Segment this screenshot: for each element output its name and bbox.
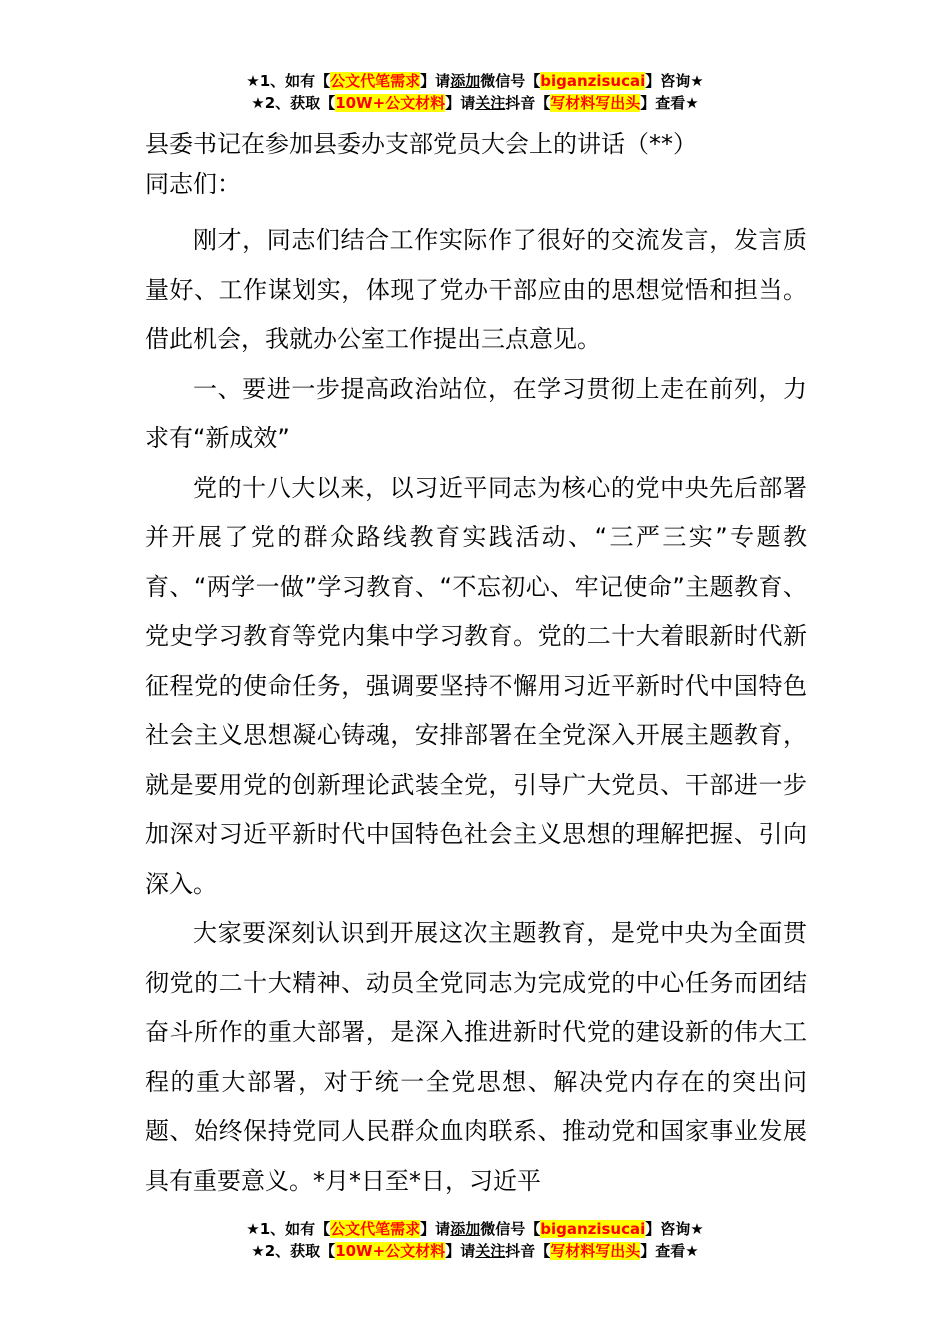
document-body bbox=[145, 124, 807, 1206]
promo-banner-top bbox=[0, 70, 950, 114]
promo-text: ★2、获取【 bbox=[251, 94, 336, 112]
promo-text: 】咨询★ bbox=[645, 72, 704, 90]
paragraph-body: 大家要深刻认识到开展这次主题教育，是党中央为全面贯彻党的二十大精神、动员全党同志为完成党的中心任务而团结奋斗所作的重大部署，是深入推进新时代党的建设新的伟大工程的重大部署，对于统一全党思想、解决党内存在的突出问题、始终保持党同人民群众血肉联系、推动党和国家事业发展具有重要意义。*月*日至*日，习近平 bbox=[145, 919, 807, 1195]
section-heading-1: 一、要进一步提高政治站位，在学习贯彻上走在前列，力求有“新成效” bbox=[145, 374, 807, 452]
promo-text: ★1、如有【 bbox=[246, 72, 331, 90]
promo-text: 】请 bbox=[445, 1242, 476, 1260]
promo-text: 】请 bbox=[420, 72, 451, 90]
promo-highlight: 10W+公文材料 bbox=[335, 1242, 446, 1260]
promo-line-1 bbox=[0, 1218, 950, 1240]
promo-underline: 添加 bbox=[450, 72, 481, 90]
promo-text: 抖音【 bbox=[505, 1242, 551, 1260]
promo-text: 】请 bbox=[420, 1220, 451, 1238]
promo-highlight: biganzisucai bbox=[540, 1220, 646, 1238]
promo-highlight: 公文代笔需求 bbox=[330, 1220, 421, 1238]
promo-text: ★1、如有【 bbox=[246, 1220, 331, 1238]
promo-line-1 bbox=[0, 70, 950, 92]
promo-highlight: 写材料写出头 bbox=[550, 1242, 641, 1260]
promo-highlight: 10W+公文材料 bbox=[335, 94, 446, 112]
promo-line-2 bbox=[0, 1240, 950, 1262]
salutation: 同志们： bbox=[145, 170, 241, 198]
promo-text: 微信号【 bbox=[480, 1220, 541, 1238]
promo-underline: 关注 bbox=[475, 1242, 506, 1260]
paragraph-intro: 刚才，同志们结合工作实际作了很好的交流发言，发言质量好、工作谋划实，体现了党办干部应由的思想觉悟和担当。借此机会，我就办公室工作提出三点意见。 bbox=[145, 226, 807, 353]
promo-highlight: 公文代笔需求 bbox=[330, 72, 421, 90]
promo-text: 】查看★ bbox=[640, 94, 699, 112]
promo-text: 】咨询★ bbox=[645, 1220, 704, 1238]
promo-text: 抖音【 bbox=[505, 94, 551, 112]
promo-underline: 添加 bbox=[450, 1220, 481, 1238]
promo-text: 】请 bbox=[445, 94, 476, 112]
promo-text: ★2、获取【 bbox=[251, 1242, 336, 1260]
promo-text: 微信号【 bbox=[480, 72, 541, 90]
paragraph-body: 党的十八大以来，以习近平同志为核心的党中央先后部署并开展了党的群众路线教育实践活动、“三严三实”专题教育、“两学一做”学习教育、“不忘初心、牢记使命”主题教育、党史学习教育等党内集中学习教育。党的二十大着眼新时代新征程党的使命任务，强调要坚持不懈用习近平新时代中国特色社会主义思想凝心铸魂，安排部署在全党深入开展主题教育，就是要用党的创新理论武装全党，引导广大党员、干部进一步加深对习近平新时代中国特色社会主义思想的理解把握、引向深入。 bbox=[145, 473, 807, 898]
promo-line-2 bbox=[0, 92, 950, 114]
document-title: 县委书记在参加县委办支部党员大会上的讲话（**） bbox=[145, 130, 697, 158]
promo-underline: 关注 bbox=[475, 94, 506, 112]
promo-highlight: biganzisucai bbox=[540, 72, 646, 90]
promo-banner-bottom bbox=[0, 1218, 950, 1262]
promo-highlight: 写材料写出头 bbox=[550, 94, 641, 112]
promo-text: 】查看★ bbox=[640, 1242, 699, 1260]
